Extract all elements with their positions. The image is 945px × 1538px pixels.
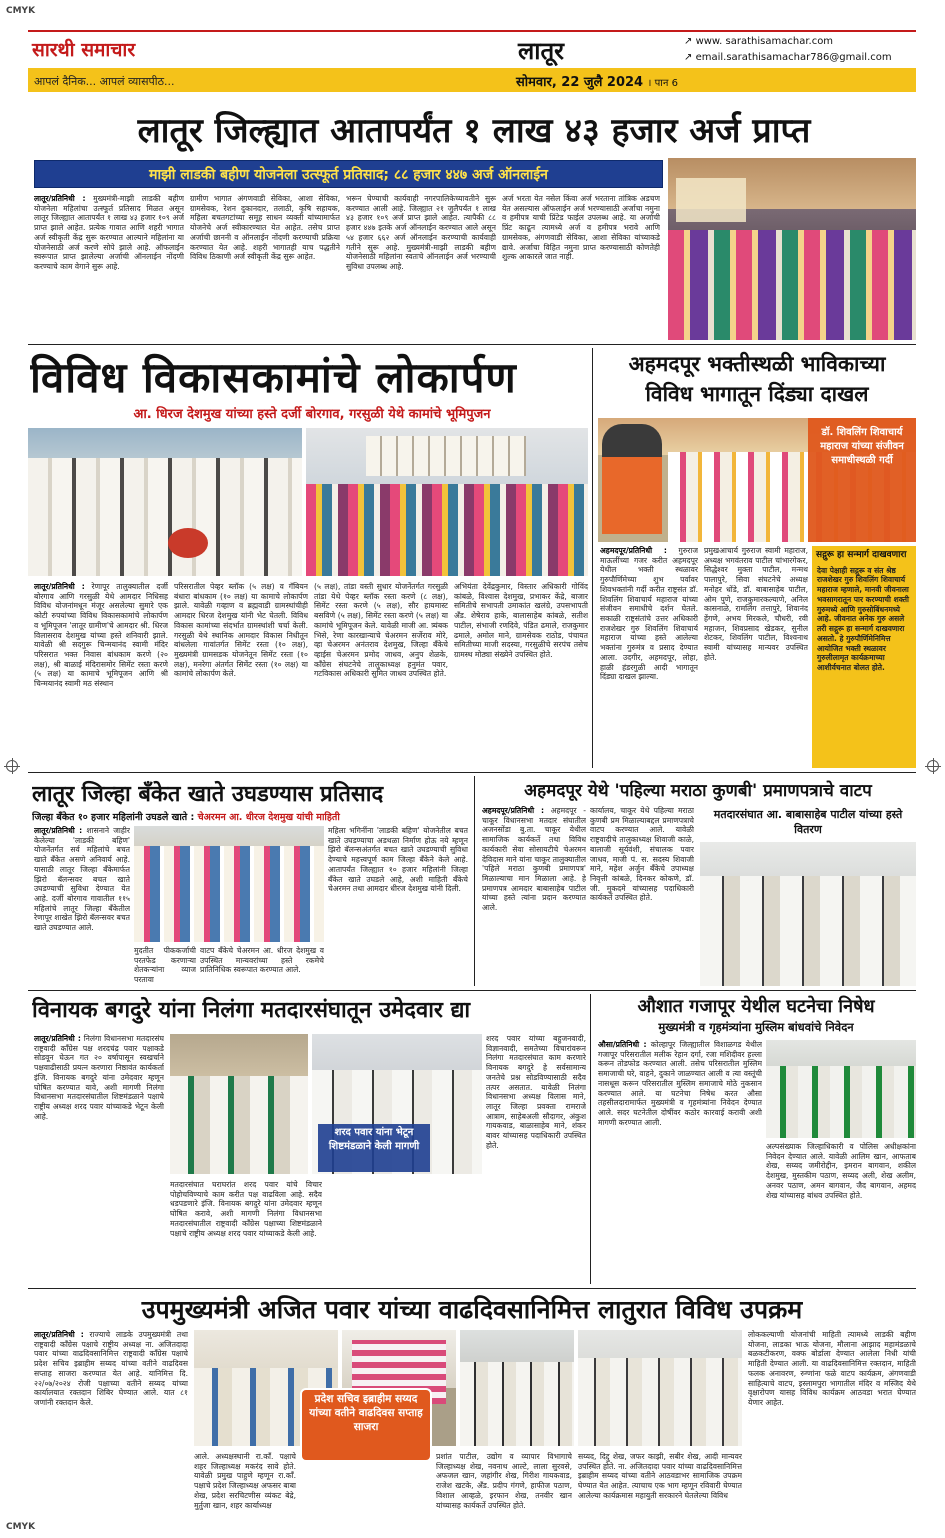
- story8-photo-guests: [460, 1330, 574, 1446]
- column-divider: [592, 348, 593, 768]
- story8-column-4: सय्यद, दिद्दु शेख, जफर काझी, सबीर शेख, आदी मान्यवर उपस्थित होते. ना. अजितदादा पवार यांच्या वाढदिवसानिमित्त इब्राहीम सय्यद यांच्या वतीने आठवडाभर सामाजिक उपक्रम घेण्यात येत आहेत. त्याचाच एक भाग म्हणून रविवारी घेण्यात आलेल्या कार्यक्रमास महायुती सरकारने घेतलेल्या विविध: [578, 1452, 742, 1500]
- story4-column-3: महिला भगिनींना 'लाडकी बहिण' योजनेतील बचत खाते उघडण्याचा अडथळा निर्माण होऊ नये म्हणून झिरो बॅलन्सअंतर्गत बचत खाते उघडण्याची सुविधा देण्याचे महत्त्वपूर्ण काम जिल्हा बँकेने केले आहे. आतापर्यंत जिल्ह्यात १० हजार महिलांनी जिल्हा बँकेत खाते उघडले आहे, अशी माहिती बँकेचे चेअरमन तथा आमदार धीरज देशमुख यांनी दिली.: [328, 826, 468, 894]
- story2-column-2: परिसरातील पेव्हर ब्लॉक (५ लक्ष) व गॅबियन बंधारा बांधकाम (१० लक्ष) या कामाचे लोकार्पण झाले. यावेळी गव्हाण व ब्रह्मवाडी ग्रामस्थांचीही आमदार धिरज देशमुख यांनी भेट घेतली. विविध विकास कामांच्या संदर्भात ग्रामस्थांशी चर्चा केली. गरसुळी येथे स्थानिक आमदार विकास निधीतून बांधलेला गावांतर्गत सिमेंट रस्ता (१० लक्ष), मुख्यमंत्री ग्रामसडक योजनेतून सिमेंट रस्ता (१० लक्ष), मनरेगा अंतर्गत सिमेंट रस्ता (१० लक्ष) या कामांचे लोकार्पण केले.: [174, 582, 308, 679]
- story8-column-5: लोककल्याणी योजनांची माहिती त्यामध्ये लाडकी बहीण योजना, लाडका भाऊ योजना, मौलाना आझाद महामंडळाचे बळकटीकरण, वक्फ बोर्डाला देण्यात आलेला निधी यांची माहिती देण्यात आली. या वाढदिवसानिमित्त रक्तदान, माहिती फलक अनावरण, रुग्णांना फळे वाटप कार्यक्रम, अंगणवाडी साहित्याचे वाटप, इस्लामपुरा भागातील मंदिर व मस्जिद येथे वृक्षारोपण यासह विविध कार्यक्रम आठवडा भरात घेण्यात येणार आहेत.: [748, 1330, 916, 1408]
- story5-photo-caption: मतदारसंघात आ. बाबासाहेब पाटील यांच्या हस्ते वितरण: [713, 808, 903, 836]
- story2-column-3: (५ लक्ष), तांडा वस्ती सुधार योजनेंतर्गत गरसुळी तांडा येथे पेव्हर ब्लॉक रस्ता करणे (८ लक्ष), सिमेंट रस्ता करणे (५ लक्ष), सौर हायमास्ट बसविणे (५ लक्ष), सिमेंट रस्ता करणे (५ लक्ष) या कामांचे भूमिपूजन केले. यावेळी माजी आ. त्र्यंबक भिसे, रेणा कारखान्याचे चेअरमन सर्जेराव मोरे, व्हा चेअरमन अनंतराव देशमुख, जिल्हा बँकेचे व्हाईस चेअरमन प्रमोद जाधव, अनुप शेळके, काँग्रेस संघटनेचे तालुकाध्यक्ष हनुमंत पवार, गटविकास अधिकारी सुमित जाधव उपस्थित होते.: [314, 582, 448, 679]
- story2-subhead: आ. धिरज देशमुख यांच्या हस्ते दर्जी बोरगाव, गरसुळी येथे कामांचे भूमिपुजन: [133, 407, 491, 422]
- story5-headline: अहमदपूर येथे 'पहिल्या मराठा कुणबी' प्रमाणपत्राचे वाटप: [524, 781, 872, 801]
- story1-headline: लातूर जिल्ह्यात आतापर्यंत १ लाख ४३ हजार अर्ज प्राप्त: [137, 111, 811, 151]
- column-divider: [474, 776, 475, 986]
- story3-column-2: प्रमुखआचार्य गुरुराज स्वामी महाराज, अध्यक्ष भगवंतराव पाटील चांभारगेकर, सिद्धेश्वर मुक्ता पाटील, मन्मथ पालापुरे, सिवा संघटनेचे अध्यक्ष मनोहर धोंडे, डॉ. बाबासाहेब पाटील, ओम पुणे, राजकुमारकल्याणे, अनिल कासनाळे, रामलिंग तत्तापुरे, शिवानंद हेंगणे, अभय मिरकले, चौधरी, रवी महाजन, शिवप्रसाद खेडकर, सुनील शेटकर, शिवलिंग पाटील, विश्वनाथ स्वामी यांच्यासह मान्यवर उपस्थित होते.: [704, 546, 808, 662]
- story3-quote-box: [812, 546, 916, 768]
- story5-column-1: अहमदपूर/प्रतिनिधी : अहमदपूर - चाकूर विधानसभा मतदार संघातील अजनसोंडा बु.ता. चाकूर येथील सामाजिक कार्यकर्ते तथा विविध कार्यकारी सेवा सोसायटीचे चेअरमन देविदास माने यांना चाकूर तालुक्यातील 'पहिले मराठा कुणबी प्रमाणपत्र' मिळाल्याचा मान मिळाला आहे. हे प्रमाणपत्र आमदार बाबासाहेब पाटील यांच्या हस्ते त्यांना प्रदान करण्यात आले.: [482, 806, 586, 913]
- story1-column-2: ग्रामीण भागात अंगणवाडी सेविका, आशा सेविका, ग्रामसेवक, रेशन दुकानदार, तलाठी, कृषि सहायक, महिला बचतगटांच्या समूह साधन व्यक्ती यांच्यामार्फत योजनेचे अर्ज स्वीकारण्यात येत आहेत. तसेच प्राप्त अर्जाची छाननी व ऑनलाईन नोंदणी करण्याची प्रक्रिया करण्यात येत आहे. शहरी भागातही याच पद्धतीने विविध ठिकाणी अर्ज स्वीकृती केंद्र सुरू आहेत.: [190, 194, 340, 262]
- story1-subhead: माझी लाडकी बहीण योजनेला उत्स्फूर्त प्रतिसाद; ८८ हजार ४४७ अर्ज ऑनलाईन: [149, 167, 548, 183]
- story3-photo-devotees: [598, 418, 916, 542]
- story6-column-2: मतदारसंघात घराघरांत शरद पवार यांचे विचार पोहोचविण्याचे काम करीत पक्ष वाढविला आहे. सदैव धडपडणारे इंजि. विनायक बगदुरे यांना उमेदवार म्हणून घोषित करावे, अशी मागणी निलंगा विधानसभा मतदारसंघातील राष्ट्रवादी काँग्रेस पक्षाच्या शिष्टमंडळाने पक्षाचे राष्ट्रीय अध्यक्ष शरद पवार यांच्याकडे केली आहे.: [170, 1180, 322, 1238]
- story1-column-4: अर्ज भरता येत नसेल किंवा अर्ज भरताना तांत्रिक अडचण येत असल्यास ऑफलाईन अर्ज भरण्यासाठी अर्जाचा नमुना व हमीपत्र याची प्रिंटेड फाईल उपलब्ध आहे. या अर्जाची प्रिंट काढून त्यामध्ये अर्ज व हमीपत्र भरावे आणि ग्रामसेवक, अंगणवाडी सेविका, आशा सेविका यांच्याकडे द्यावे. अर्जाचा विहित नमुना प्राप्त करण्यासाठी कोणतेही शुल्क आकारले जात नाही.: [502, 194, 660, 262]
- story4-headline: लातूर जिल्हा बँकेत खाते उघडण्यास प्रतिसाद: [32, 781, 384, 807]
- story8-headline: उपमुख्यमंत्री अजित पवार यांच्या वाढदिवसानिमित्त लातुरात विविध उपक्रम: [141, 1295, 803, 1324]
- story7-subhead: मुख्यमंत्री व गृहमंत्र्यांना मुस्लिम बांधवांचे निवेदन: [658, 1020, 854, 1034]
- story6-column-1: लातूर/प्रतिनिधी : निलंगा विधानसभा मतदारसंघ राष्ट्रवादी काँग्रेस पक्ष शरदचंद्र पवार पक्षाकडे सोडवून घेऊन गत २० वर्षापासून स्वखर्चाने पक्षवाढीसाठी प्रयत्न करणारा निष्ठावंत कार्यकर्ता इंजि. विनायक बगदुरे यांना उमेदवार म्हणून घोषित करण्यात यावे, अशी मागणी निलंगा विधानसभा मतदारसंघातील शिष्टमंडळाने पक्षाचे राष्ट्रीय अध्यक्ष शरद पवार यांच्याकडे भेटून केली आहे.: [34, 1034, 164, 1121]
- city-title: लातूर: [518, 36, 564, 65]
- story3-photo-caption: डॉ. शिवलिंग शिवाचार्य महाराज यांच्या संजीवन समाधीस्थळी गर्दी: [820, 427, 904, 466]
- story5-column-2: कार्यालय, चाकूर येथे पहिल्या मराठा कुणबी प्रम मिळाल्याबद्दल प्रमाणपत्राचे वाटप करण्यात आले. यावेळी राष्ट्रवादीचे तालुकाध्यक्ष शिवाजी काळे, बालाजी सूर्यवंशी, संचालक पवार जाधव, माजी पं. स. सदस्य शिवाजी माने, महेश अर्जुन बँकेचे उपाध्यक्ष निवृत्ती कांबळे, दिनकर कोकणे, डॉ. जी. मुकदमे यांच्यासह पदाधिकारी कार्यकर्ते उपस्थित होते.: [590, 806, 694, 903]
- story2-photo-public-gathering: [306, 428, 588, 576]
- story6-column-2b: [328, 1180, 432, 1282]
- story1-column-1: लातूर/प्रतिनिधी : मुख्यमंत्री-माझी लाडकी बहीण योजनेला महिलांचा उत्स्फूर्त प्रतिसाद मिळत असून लातूर जिल्ह्यात आतापर्यंत १ लाख ४३ हजार १०९ अर्ज प्राप्त झाले आहेत. प्रत्येक गावात आणि शहरी भागात अर्ज स्वीकृती केंद्र सुरू करण्यात आल्याने महिलांना या योजनेसाठी अर्ज करणे सोपे झाले आहे. ऑफलाईन स्वरूपात प्राप्त झालेल्या अर्जाची ऑनलाईन नोंदणी करण्याचे काम वेगाने सुरू आहे.: [34, 194, 184, 272]
- column-divider: [590, 994, 591, 1284]
- registration-mark-bottom: CMYK: [6, 1522, 36, 1532]
- registration-mark-top: CMYK: [6, 6, 36, 16]
- story6-column-3: शरद पवार यांच्या बहुजनवादी, विज्ञानवादी, समतेच्या विचारांवरून निलंगा मतदारसंघात काम करणारे विनायक बगदुरे हे सर्वसामान्य जनतेचे प्रश्न सोडविण्यासाठी सदैव तत्पर असतात. यावेळी निलंगा विधानसभा अध्यक्ष विलास माने, लातूर जिल्हा प्रवक्ता रामराजे आत्राम, साहेबअली सौदागर, अंकुश गायकवाड, बाळासाहेब माने, शंकर बावर यांच्यासह पदाधिकारी उपस्थित होते.: [486, 1034, 586, 1150]
- story3-headline-line2: विविध भागातून दिंड्या दाखल: [645, 381, 869, 406]
- story4-column-1: लातूर/प्रतिनिधी : शासनाने जाहीर केलेल्या 'लाडकी बहिण' योजनेंतर्गत सर्व महिलांचे बचत खाते बँकेत असणे अनिवार्य आहे. यासाठी लातूर जिल्हा बँकेमार्फत झिरो बॅलन्सवर बचत खाते उघडण्याची सुविधा देण्यात येत आहे. दर्जी बोरगाव गावातील ११५ महिलांचे लातूर जिल्हा बँकेतील रेणापूर शाखेत झिरो बॅलन्सवर बचत खाते उघडण्यात आले.: [34, 826, 130, 933]
- story1-column-3: भरून घेण्याची कार्यवाही नगरपालिकेच्यावतीने सुरू करण्यात आली आहे. जिल्ह्यात २१ जुलैपर्यंत १ लाख ४३ हजार १०९ अर्ज प्राप्त झाले आहेत. त्यापैकी ८८ हजार ४४७ इतके अर्ज ऑनलाईन करण्यात आले असून ५४ हजार ६६२ अर्ज ऑनलाईन करण्याची कार्यवाही गतीने सुरू आहे. मुख्यमंत्री-माझी लाडकी बहीण योजनेसाठी महिलांना स्वतःचे ऑनलाईन अर्ज भरण्याची सुविधा उपलब्ध आहे.: [346, 194, 496, 272]
- paper-name: सारथी समाचार: [32, 39, 136, 61]
- story3-column-1: अहमदपूर/प्रतिनिधी : गुरुराज माऊलींच्या गजर करीत अहमदपूर येथील भक्ती स्थळावर गुरुपौर्णिमेच्या शुभ पर्वावर शिवभक्तांनी गर्दी करीत राष्ट्रसंत डॉ. शिवलिंग शिवाचार्य महाराज यांच्या संजीवन समाधीचे दर्शन घेतले. सकाळी राष्ट्रसंतांचे उत्तर अधिकारी राजशेखर गुरु शिवलिंग शिवाचार्य महाराज यांच्या हस्ते आलेल्या भक्तांना गुरुमंत्र व प्रसाद देण्यात आला. उदगीर, अहमदपूर, लोहा, हाळी हंडरगुळी आदी भागातून दिंड्या दाखल झाल्या.: [600, 546, 698, 682]
- crop-mark-right: [927, 760, 939, 772]
- story8-column-3: प्रशांत पाटील, उद्योग व व्यापार विभागाचे जिल्हाध्यक्ष शेख, नवनाथ आल्टे, लाला सुरवसे, अफजल खान, जहांगीर शेख, गिरीश गायकवाड, राजेश खटके, अँड. प्रदीप गंगणे, हाफीज पठाण, विशाल आव्हळे, इरफान शेख, तनवीर खान यांच्यासह कार्यकर्ते उपस्थित होते.: [436, 1452, 572, 1510]
- masthead: [28, 30, 916, 94]
- story6-photo-meeting-2: [312, 1034, 482, 1174]
- story4-caption-2: वाटप बँकेचे चेअरमन आ. धीरज देशमुख व उपस्थित मान्यवरांच्या हस्ते रकमेचे प्रातिनिधिक स्वरूपात करण्यात आले.: [200, 946, 324, 975]
- story4-photo-bank-accounts: [134, 826, 324, 942]
- story7-caption: अल्पसंख्याक जिल्हाधिकारी व पोलिस अधीक्षकांना निवेदन देण्यात आले. यावेळी आलिम खान, आफताब शेख, सय्यद जमीरोद्दीन, इमरान बागवान, शकील देशमुख, मुस्तकीम पठाण, सय्यद अली, शेख अलीम, अनवर पठाण, अमन बागवान, जैद बागवान, अहमद शेख यांच्यासह बांधव उपस्थित होते.: [766, 1142, 916, 1200]
- story2-photo-bhoomipujan: [28, 428, 302, 576]
- story2-column-4: अभियंता देवेंद्रकुमार, विस्तार अधिकारी गोविंद कांबळे, विश्वास देशमुख, प्रभाकर केंद्रे, बाजार समितीचे सभापती उमाकांत खलंग्रे, उपसभापती अँड. शेषेराव हाके, बालासाहेब कांबळे, सतीश पाटील, संभाजी रणदिवे, पंडित ढमाले, राजकुमार ढमाले, अमोल माने, ग्रामसेवक राठोड, पंचायत समितीच्या माजी सदस्या, गरसुळीचे सरपंच तसेच ग्रामस्थ मोठ्या संख्येने उपस्थित होते.: [454, 582, 588, 660]
- story3-quote-body: देवा पेक्षाही सद्गुरू व संत श्रेष्ठ राजशेखर गुरु शिवलिंग शिवाचार्य महाराज म्हणाले, मानवी जीवनाला भवसागरातून पार करण्याची शक्ती गुरुमध्ये आणि गुरुसोबिंधनमध्ये आहे. जीवनात अनेक गुरु असले तरी सद्गुरू हा सन्मार्ग दाखवणारा असतो. हे गुरुपौर्णिमेनिमित्त आयोजित भक्ती स्थळावर गुरुलीलामृत कार्यक्रमाच्या आशीर्वचनात बोलत होते.: [817, 565, 909, 673]
- story8-photo-caption: प्रदेश सचिव इब्राहीम सय्यद यांच्या वतीने वाढदिवस सप्ताह साजरा: [309, 1393, 423, 1434]
- story8-column-2: आले. अध्यक्षस्थानी रा.कॉं. पक्षाचे शहर जिल्हाध्यक्ष मकरंद सावे होते. यावेळी प्रमुख पाहुणे म्हणून रा.कॉं. पक्षाचे प्रदेश जिल्हाध्यक्ष अफसर बाबा शेख, प्रदेश सरचिटणीस व्यंकट बेद्रे, मुर्तुजा खान, शहर कार्याध्यक्ष: [194, 1452, 296, 1510]
- story2-headline: विविध विकासकामांचे लोकार्पण: [30, 353, 517, 402]
- email-link[interactable]: ↗ email.sarathisamachar786@gmail.com: [684, 52, 892, 63]
- story4-kicker: जिल्हा बँकेत १० हजार महिलांनी उघडले खाते : चेअरमन आ. धीरज देशमुख यांची माहिती: [32, 812, 340, 823]
- issue-date: सोमवार, 22 जुलै 2024 । पान 6: [516, 75, 678, 90]
- story3-quote-title: सद्गुरू हा सन्मार्ग दाखवणारा: [816, 550, 907, 560]
- story6-photo-meeting-1: [170, 1034, 308, 1174]
- story8-column-1: लातूर/प्रतिनिधी : राज्याचे लाडके उपमुख्यमंत्री तथा राष्ट्रवादी काँग्रेस पक्षाचे राष्ट्रीय अध्यक्ष ना. अजितदादा पवार यांच्या वाढदिवसानिमित्त राष्ट्रवादी काँग्रेस पक्षाचे प्रदेश सचिव इब्राहीम सय्यद यांच्या वतीने वाढदिवस सप्ताह साजरा करण्यात येत आहे. यानिमित्त दि. २२/०७/२०२४ रोजी पक्षाच्या वतीने सय्यद यांच्या कार्यालयात रक्तदान शिबिर घेण्यात आले. यात ८१ जणांनी रक्तदान केले.: [34, 1330, 188, 1408]
- story6-photo-caption: शरद पवार यांना भेटून शिष्टमंडळाने केली मागणी: [328, 1127, 420, 1152]
- story2-column-1: लातूर/प्रतिनिधी : रेणापूर तालुक्यातील दर्जी बोरगाव आणि गरसुळी येथे आमदार निधिसह विविध योजनांमधून मंजूर असलेल्या सुमारे एक कोटी रुपयांच्या विविध विकासकामांचे लोकार्पण व भूमिपूजन 'लातूर ग्रामीण'चे आमदार श्री. धिरज विलासराव देशमुख यांच्या हस्ते शनिवारी झाले. यावेळी श्री सदगुरू चिन्मयानंद स्वामी मंदिर परिसरात भक्त निवास बांधकाम करणे (२० लक्ष), श्री बाळाई मंदिरासमोर सिमेंट रस्ता करणे (५ लक्ष) या कामाचे भूमिपूजन आणि श्री चिन्मयानंद स्वामी मठ संस्थान: [34, 582, 168, 689]
- website-link[interactable]: ↗ www. sarathisamachar.com: [684, 36, 834, 47]
- tagline: आपलं दैनिक... आपलं व्यासपीठ...: [34, 75, 175, 88]
- story3-headline-line1: अहमदपूर भक्तीस्थळी भाविकाच्या: [628, 351, 886, 376]
- crop-mark-left: [6, 760, 18, 772]
- story1-photo-women-applicants: [668, 158, 916, 340]
- story6-headline: विनायक बगदुरे यांना निलंगा मतदारसंघातून उमेदवार द्या: [32, 997, 471, 1023]
- story7-photo-memorandum: [766, 1040, 916, 1138]
- story7-headline: औशात गजापूर येथील घटनेचा निषेध: [637, 996, 875, 1017]
- story5-photo-certificate: [700, 842, 916, 986]
- story8-photo-workers: [578, 1330, 742, 1446]
- story4-caption: मुदतीत पीककर्जाची परतफेड करणाऱ्या शेतकऱ्यांना व्याज परतावा: [134, 946, 196, 985]
- story7-column-1: औसा/प्रतिनिधी : कोल्हापूर जिल्ह्यातील विशाळगड येथील गजापूर परिसरातील मलीक रेहान दर्गा, रजा मशिदीवर हल्ला करून तोडफोड करण्यात आली. तसेच परिसरातील मुस्लिम समाजाची घरे, वाहने, दुकाने जाळण्यात आली व त्या वस्तूंची नासधूस करून परिसरातील मुस्लिम समाजाचे मोठे नुकसान करण्यात आले. या घटनेचा निषेध करत औसा तहसीलदारामार्फत मुख्यमंत्री व गृहमंत्र्यांना निवेदन देण्यात आले. सदर घटनेतील दोषींवर कठोर कारवाई करावी अशी मागणी करण्यात आली.: [598, 1040, 762, 1127]
